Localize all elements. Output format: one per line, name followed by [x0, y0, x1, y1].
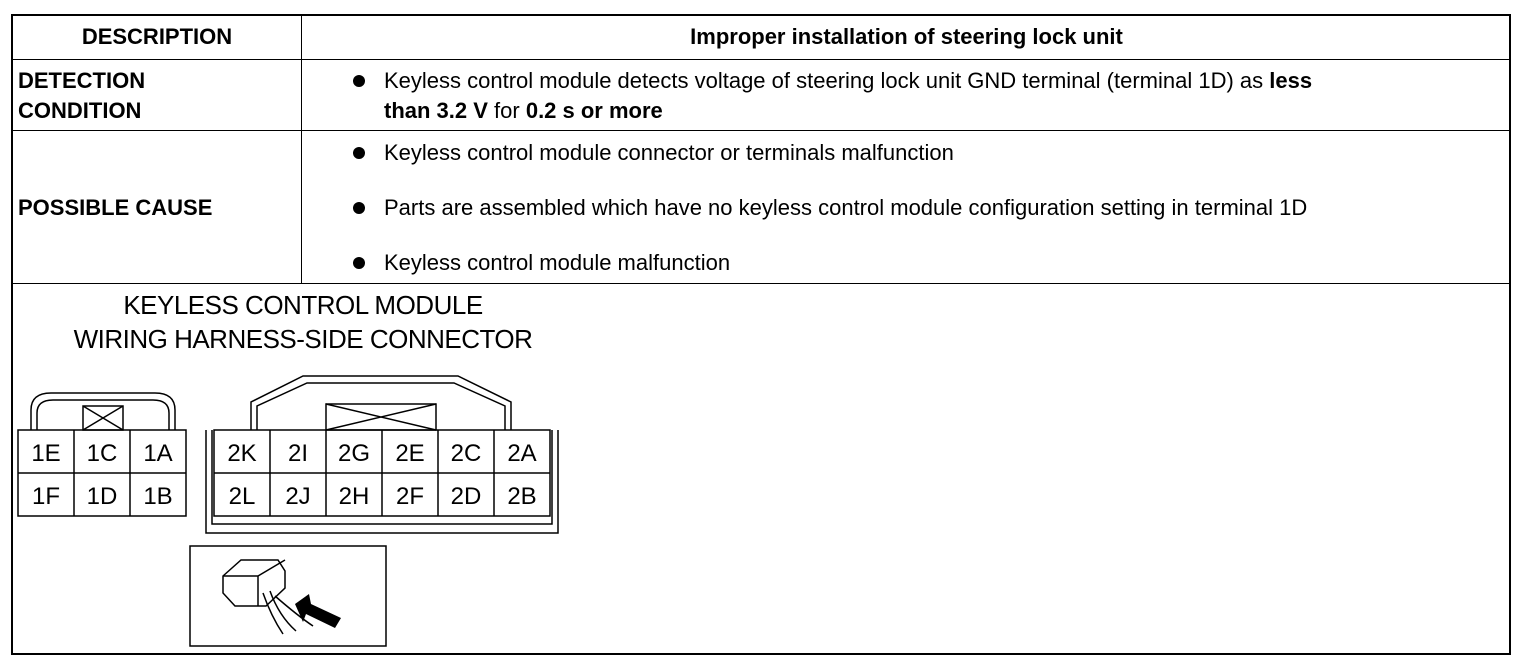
bullet-text: Parts are assembled which have no keyless control module configuration setting in terminal 1D	[384, 195, 1308, 220]
connector2-grid	[214, 430, 550, 516]
terminal-label: 2C	[450, 440, 482, 467]
connector2-housing	[251, 376, 511, 430]
terminal-label: 1D	[86, 483, 118, 510]
text-run-bold: than 3.2 V	[384, 98, 488, 123]
terminal-label: 1F	[31, 483, 61, 510]
terminal-label: 1A	[143, 440, 173, 467]
header-title: Improper installation of steering lock unit	[690, 24, 1123, 49]
connector2-lock-cross	[326, 404, 436, 430]
terminal-label: 1E	[31, 440, 61, 467]
label-line: DETECTION	[18, 68, 146, 93]
probe-arrow-icon	[295, 594, 341, 628]
terminal-label: 2G	[337, 440, 371, 467]
bullet-text: Keyless control module malfunction	[384, 250, 731, 275]
terminal-label: 2L	[228, 483, 256, 510]
text-run-bold: less	[1269, 68, 1313, 93]
header-description: DESCRIPTION	[81, 24, 233, 49]
text-run-bold: 0.2 s or more	[525, 98, 663, 123]
connector1-housing	[31, 393, 175, 430]
terminal-label: 2I	[287, 440, 309, 467]
document-frame	[11, 14, 1511, 655]
inspection-inset-frame	[190, 546, 386, 646]
text-run: for	[487, 98, 526, 123]
diagram-title-line: WIRING HARNESS-SIDE CONNECTOR	[73, 324, 533, 354]
label-line: CONDITION	[18, 98, 142, 123]
terminal-label: 2D	[450, 483, 482, 510]
terminal-label: 2E	[395, 440, 425, 467]
connector2-housing-inner	[257, 383, 505, 430]
bullet-text: Keyless control module connector or terminals malfunction	[384, 140, 954, 165]
diagram-title-line: KEYLESS CONTROL MODULE	[123, 290, 483, 320]
terminal-label: 2B	[507, 483, 537, 510]
terminal-label: 2F	[395, 483, 425, 510]
possible-cause-label: POSSIBLE CAUSE	[18, 195, 213, 220]
terminal-label: 2J	[285, 483, 311, 510]
terminal-label: 1B	[143, 483, 173, 510]
text-run: Keyless control module detects voltage of steering lock unit GND terminal (terminal 1D) as	[384, 68, 1270, 93]
terminal-label: 2K	[227, 440, 257, 467]
terminal-label: 2H	[338, 483, 370, 510]
connector-probe-icon	[223, 560, 285, 606]
connector1-housing-inner	[37, 400, 169, 430]
terminal-label: 2A	[507, 440, 537, 467]
terminal-label: 1C	[86, 440, 118, 467]
connector1-lock-cross	[83, 406, 123, 430]
connector-diagram	[13, 16, 1509, 653]
